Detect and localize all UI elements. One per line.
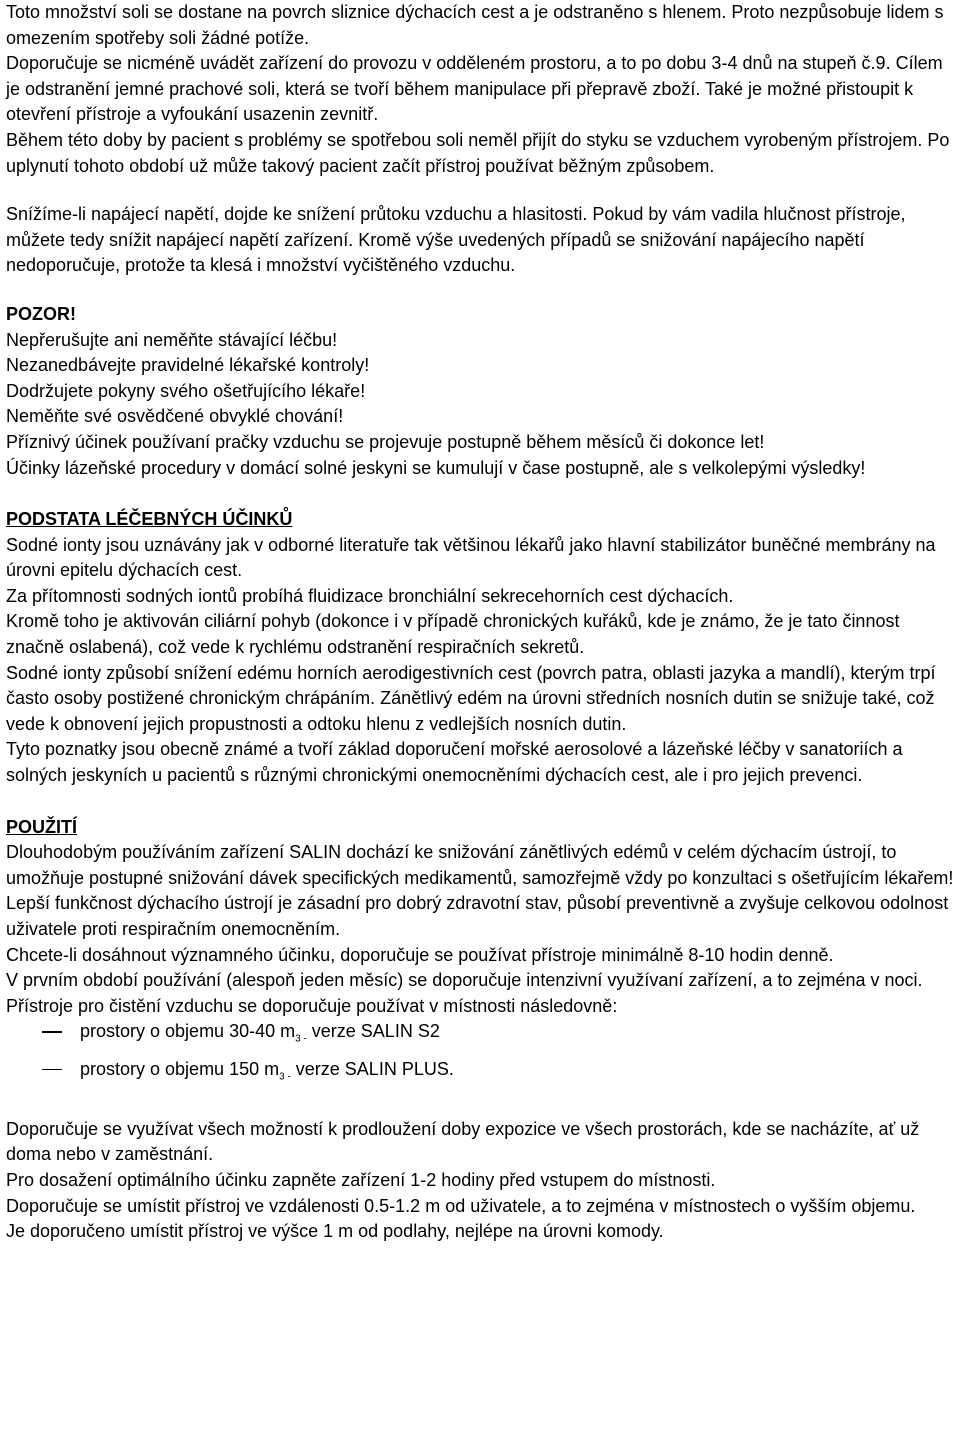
principle-paragraph: Kromě toho je aktivován ciliární pohyb (dokonce i v případě chronických kuřáků, kde je známo, že je tato činnost značně oslabená), což vede k rychlému odstranění respiračních sekretů. — [6, 611, 900, 658]
principle-paragraph: Sodné ionty jsou uznávány jak v odborné literatuře tak většinou lékařů jako hlavní stabilizátor buněčné membrány na úrovni epitelu dýchacích cest. — [6, 534, 936, 581]
list-item-text: prostory o objemu 30-40 m — [80, 1021, 296, 1042]
spacer — [6, 279, 956, 302]
warning-line: Dodržujete pokyny svého ošetřujícího lékaře! — [6, 380, 366, 401]
list-item-version: verze SALIN S2 — [306, 1021, 440, 1042]
spacer — [6, 789, 956, 815]
warning-line: Příznivý účinek používaní pračky vzduchu se projevuje postupně během měsíců či dokonce let! — [6, 431, 765, 452]
list-item-version: verze SALIN PLUS. — [290, 1058, 454, 1079]
list-item — [6, 1057, 956, 1090]
usage-paragraph: Dlouhodobým používáním zařízení SALIN dochází ke snižování zánětlivých edémů v celém dýchacím ústrojí, to umožňuje postupné snižování dávek specifických medikamentů, samozřejmě vždy po konzultaci s ošetřujícím lékařem! — [6, 842, 954, 888]
dash-bullet-icon — [42, 1031, 62, 1033]
closing-paragraph: Je doporučeno umístit přístroj ve výšce 1 m od podlahy, nejlépe na úrovni komody. — [6, 1221, 664, 1242]
warning-line: Nezanedbávejte pravidelné lékařské kontroly! — [6, 355, 370, 376]
document-page — [6, 0, 956, 1245]
warning-line: Neměňte své osvědčené obvyklé chování! — [6, 406, 344, 427]
spacer — [6, 1094, 956, 1117]
list-item-text: prostory o objemu 150 m — [80, 1058, 280, 1079]
cubic-subscript: 3 - — [279, 1071, 291, 1083]
principle-paragraph: Sodné ionty způsobí snížení edému horních aerodigestivních cest (povrch patra, oblasti jazyka a mandlí), kterým trpí často osoby postižené chronickým chrápáním. Zánětlivý edém na úrovni středních nosních dutin se snižuje také, což vede k obnovení jejich propustnosti a odtoku hlenu z vedlejších nosních dutin. — [6, 662, 936, 734]
intro-paragraph-1: Toto množství soli se dostane na povrch sliznice dýchacích cest a je odstraněno s hlenem. Proto nezpůsobuje lidem s omezením spotřeby soli žádné potíže. — [6, 2, 944, 48]
cubic-subscript: 3 - — [295, 1033, 307, 1045]
room-size-list — [6, 1019, 956, 1089]
spacer — [6, 179, 956, 202]
list-item — [6, 1019, 956, 1052]
warning-title: POZOR! — [6, 303, 76, 324]
section-heading-usage: POUŽITÍ — [6, 816, 77, 837]
intro-paragraph-2: Doporučuje se nicméně uvádět zařízení do provozu v odděleném prostoru, a to po dobu 3-4 dnů na stupeň č.9. Cílem je odstranění jemné prachové soli, která se tvoří během manipulace při přepravě zboží. Také je možné přistoupit k otevření přístroje a vyfoukání usazenin zevnitř. — [6, 53, 943, 125]
section-heading-principle: PODSTATA LÉČEBNÝCH ÚČINKŮ — [6, 509, 293, 530]
intro-paragraph-3: Během této doby by pacient s problémy se spotřebou soli neměl přijít do styku se vzduchem vyrobeným přístrojem. Po uplynutí tohoto období už může takový pacient začít přístroj používat běžným způsobem. — [6, 129, 950, 176]
voltage-paragraph: Snížíme-li napájecí napětí, dojde ke snížení průtoku vzduchu a hlasitosti. Pokud by vám vadila hlučnost přístroje, můžete tedy snížit napájecí napětí zařízení. Kromě výše uvedených případů se snižování napájecího napětí nedoporučuje, protože ta klesá i množství vyčištěného vzduchu. — [6, 204, 906, 276]
warning-line: Účinky lázeňské procedury v domácí solné jeskyni se kumulují v čase postupně, ale s velkolepými výsledky! — [6, 457, 866, 478]
spacer — [6, 481, 956, 507]
usage-paragraph: Chcete-li dosáhnout významného účinku, doporučuje se používat přístroje minimálně 8-10 hodin denně. — [6, 944, 834, 965]
closing-paragraph: Doporučuje se využívat všech možností k prodloužení doby expozice ve všech prostorách, kde se nacházíte, ať už doma nebo v zaměstnání. — [6, 1118, 920, 1165]
warning-line: Nepřerušujte ani neměňte stávající léčbu! — [6, 329, 338, 350]
usage-paragraph: Lepší funkčnost dýchacího ústrojí je zásadní pro dobrý zdravotní stav, působí preventivně a zvyšuje celkovou odolnost uživatele proti respiračním onemocněním. — [6, 893, 949, 939]
principle-paragraph: Za přítomnosti sodných iontů probíhá fluidizace bronchiální sekrecehorních cest dýchacích. — [6, 585, 734, 606]
closing-paragraph: Pro dosažení optimálního účinku zapněte zařízení 1-2 hodiny před vstupem do místnosti. — [6, 1169, 716, 1190]
principle-paragraph: Tyto poznatky jsou obecně známé a tvoří základ doporučení mořské aerosolové a lázeňské léčby v sanatoriích a solných jeskyních u pacientů s různými chronickými onemocněními dýchacích cest, ale i pro jejich prevenci. — [6, 739, 903, 786]
usage-paragraph: Přístroje pro čistění vzduchu se doporučuje používat v místnosti následovně: — [6, 995, 618, 1016]
closing-paragraph: Doporučuje se umístit přístroj ve vzdálenosti 0.5-1.2 m od uživatele, a to zejména v místnostech o vyšším objemu. — [6, 1195, 916, 1216]
usage-paragraph: V prvním období používání (alespoň jeden měsíc) se doporučuje intenzivní využívaní zařízení, a to zejména v noci. — [6, 970, 923, 991]
dash-bullet-icon — [42, 1069, 62, 1071]
